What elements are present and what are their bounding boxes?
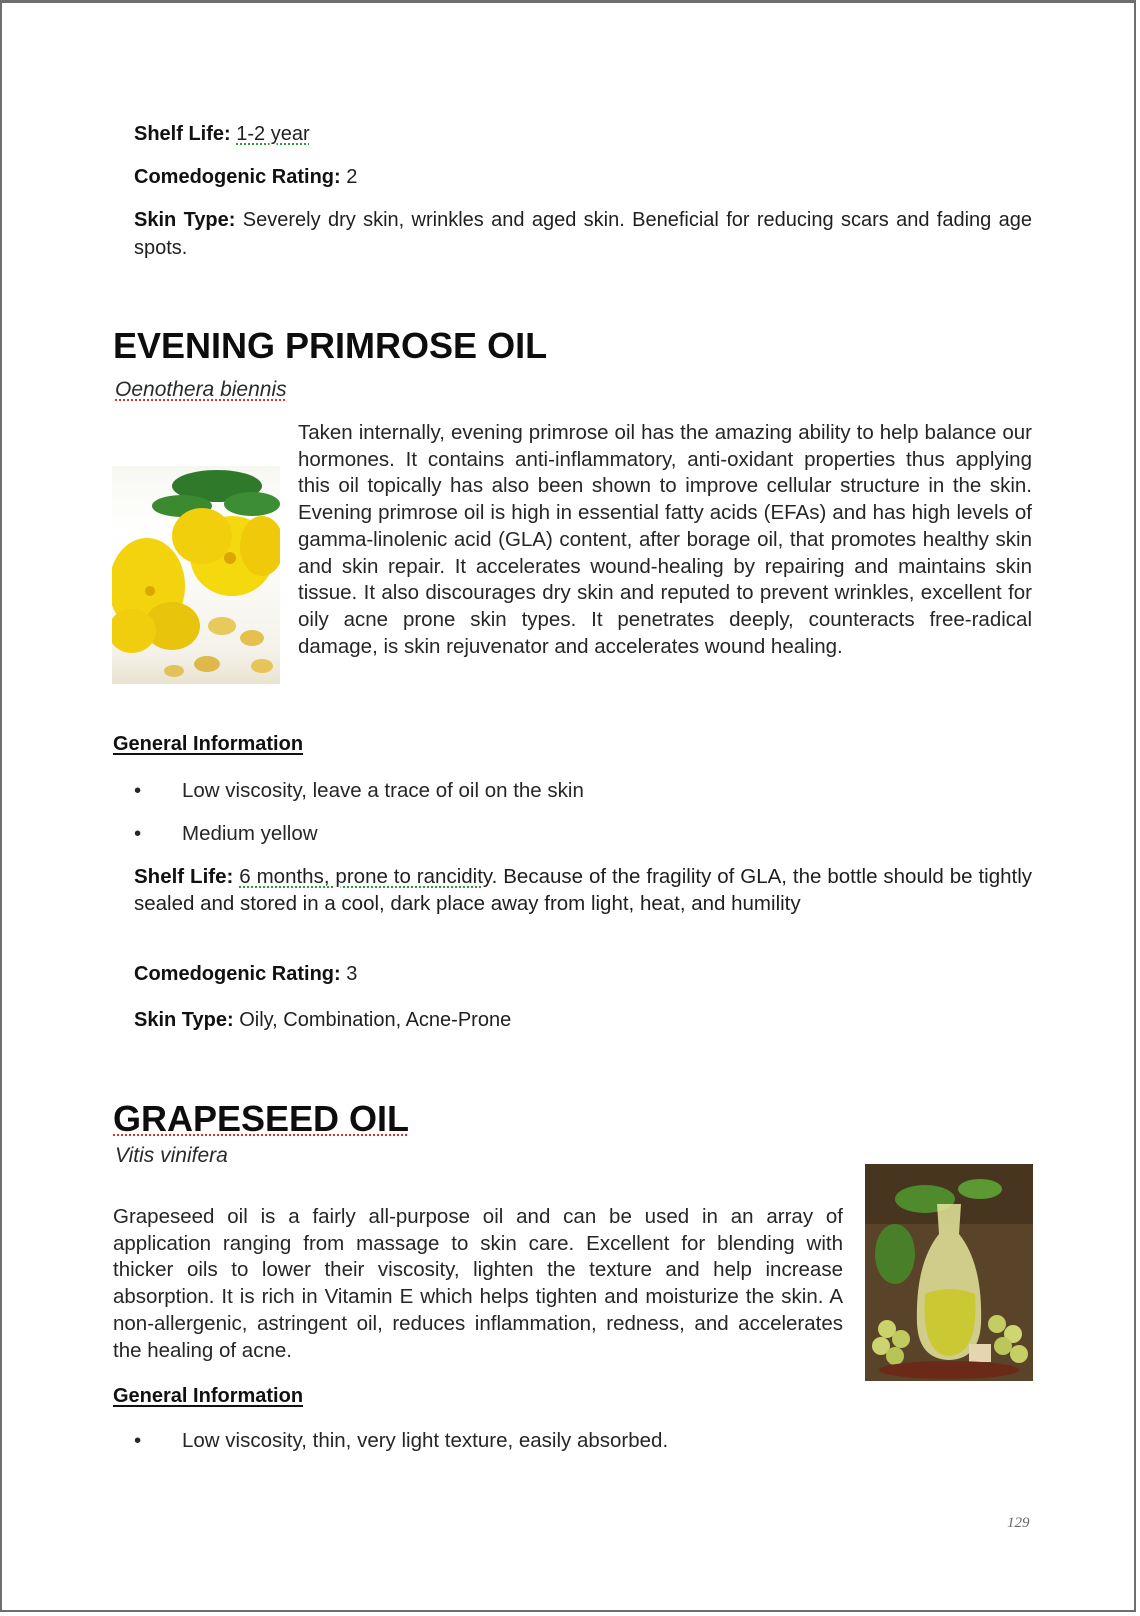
bullet-icon: • [134, 779, 142, 802]
top-comedogenic-label: Comedogenic Rating: [134, 166, 341, 188]
grapeseed-bullet-0 [134, 1429, 1014, 1455]
primrose-flower-image [112, 466, 280, 684]
primrose-comedogenic [134, 960, 357, 989]
page-number: 129 [1007, 1515, 1030, 1531]
grapeseed-latin-text: Vitis vinifera [115, 1144, 228, 1167]
grapeseed-latin [115, 1144, 228, 1168]
primrose-bullet-0 [134, 779, 1014, 805]
primrose-latin [115, 378, 287, 402]
primrose-bullet-1-text: Medium yellow [182, 822, 318, 845]
primrose-skin-type [134, 1006, 511, 1035]
primrose-shelf-life-value: 6 months, prone to rancidity [239, 865, 492, 888]
primrose-description: Taken internally, evening primrose oil has the amazing ability to help balance our hormones. It contains anti-inflammatory, anti-oxidant properties thus applying this oil topically has also been shown to improve cellular structure in the skin. Evening primrose oil is high in essential fatty acids (EFAs) and has high levels of gamma-linolenic acid (GLA) content, after borage oil, that promotes healthy skin and skin repair. It accelerates wound-healing by repairing and maintains skin tissue. It also discourages dry skin and reputed to prevent wrinkles, excellent for oily acne prone skin types. It penetrates deeply, counteracts free-radical damage, is skin rejuvenator and accelerates wound healing. [298, 421, 1032, 658]
primrose-bullet-1 [134, 822, 1014, 848]
grapeseed-description: Grapeseed oil is a fairly all-purpose oil and can be used in an array of application ranging from massage to skin care. Excellent for blending with thicker oils to lower their viscosity, lighten the texture and help increase absorption. It is rich in Vitamin E which helps tighten and moisturize the skin. A non-allergenic, astringent oil, reduces inflammation, redness, and accelerates the healing of acne. [113, 1205, 843, 1362]
grapeseed-title [113, 1099, 409, 1139]
primrose-general-info-heading: General Information [113, 733, 304, 755]
primrose-flower-icon [112, 466, 280, 684]
top-comedogenic [134, 163, 357, 192]
grapeseed-title-text: GRAPESEED OIL [113, 1098, 410, 1139]
primrose-comedogenic-label: Comedogenic Rating: [134, 963, 341, 985]
primrose-skin-type-value: Oily, Combination, Acne-Prone [239, 1009, 512, 1031]
top-comedogenic-value: 2 [346, 166, 358, 188]
top-shelf-life [134, 120, 310, 149]
top-skin-type [134, 206, 1032, 262]
grapeseed-oil-icon [865, 1164, 1033, 1381]
primrose-title: EVENING PRIMROSE OIL [113, 325, 548, 366]
primrose-skin-type-label: Skin Type: [134, 1009, 234, 1031]
grapeseed-bullet-0-text: Low viscosity, thin, very light texture, easily absorbed. [182, 1429, 669, 1452]
bullet-icon: • [134, 822, 142, 845]
primrose-shelf-life-label: Shelf Life: [134, 865, 234, 888]
bullet-icon: • [134, 1429, 142, 1452]
primrose-latin-text: Oenothera biennis [115, 378, 287, 401]
primrose-comedogenic-value: 3 [346, 963, 358, 985]
top-skin-type-label: Skin Type: [134, 209, 236, 231]
top-shelf-life-value: 1-2 year [236, 123, 310, 145]
primrose-bullet-0-text: Low viscosity, leave a trace of oil on the skin [182, 779, 584, 802]
grapeseed-general-info-heading: General Information [113, 1385, 304, 1407]
primrose-shelf-life [134, 864, 1032, 917]
top-skin-type-value: Severely dry skin, wrinkles and aged skin. Beneficial for reducing scars and fading age spots. [134, 209, 1033, 259]
top-shelf-life-label: Shelf Life: [134, 123, 231, 145]
grapeseed-oil-image [865, 1164, 1033, 1381]
primrose-shelf-life-rest: . Because of the fragility of GLA, the bottle should be tightly sealed and stored in a cool, dark place away from light, heat, and humility [134, 865, 1033, 915]
